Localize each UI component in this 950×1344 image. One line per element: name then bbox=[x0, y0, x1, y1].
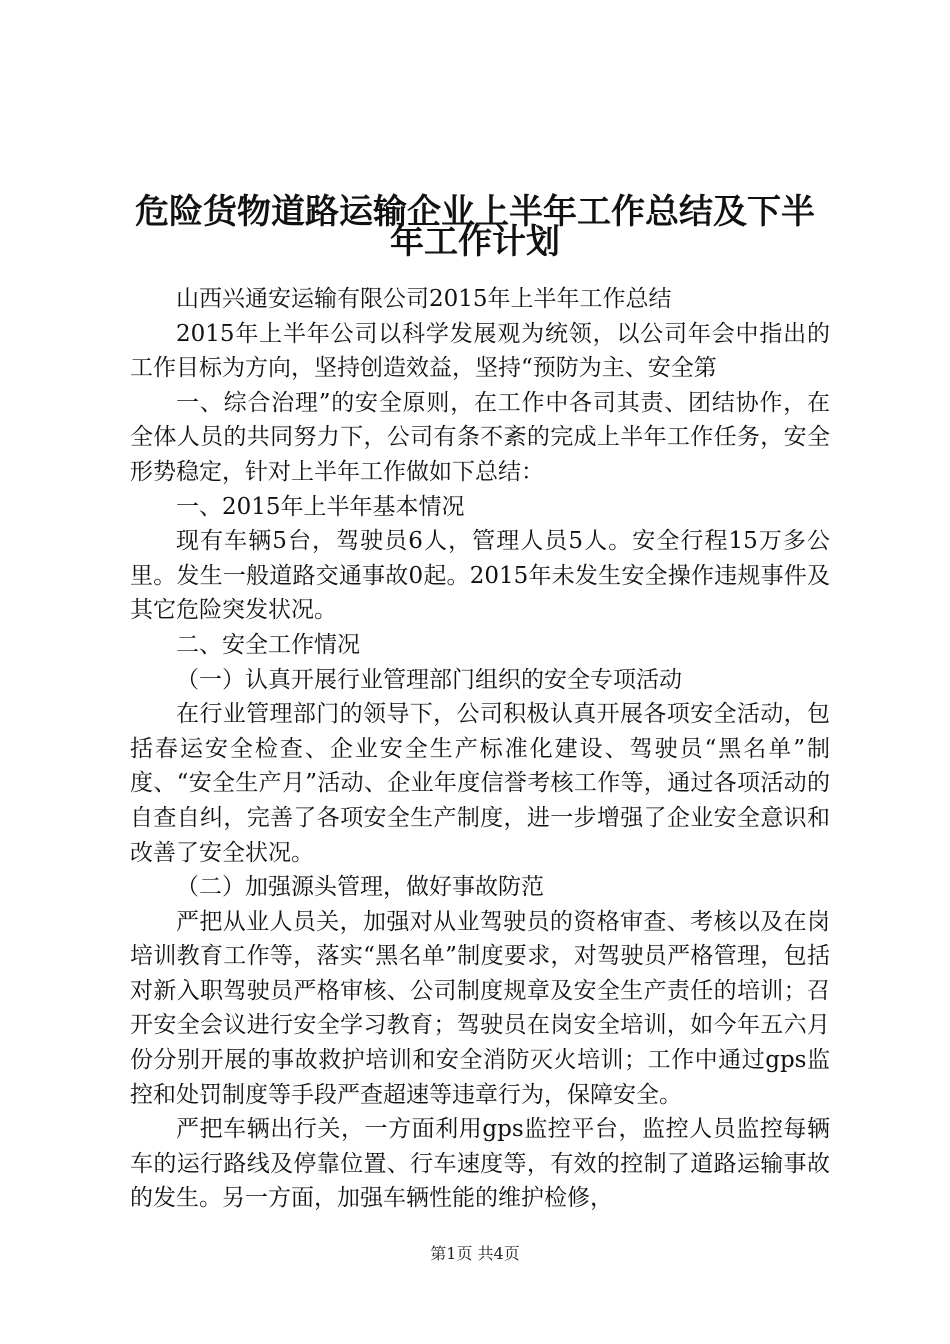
subsection-heading-special-activities: （一）认真开展行业管理部门组织的安全专项活动 bbox=[176, 666, 682, 693]
section-heading-safety-work: 二、安全工作情况 bbox=[176, 631, 360, 658]
paragraph-basic-situation: 现有车辆5台，驾驶员6人，管理人员5人。安全行程15万多公里。发生一般道路交通事故0起。2015年未发生安全操作违规事件及其它危险突发状况。 bbox=[130, 528, 830, 624]
page-number-footer: 第1页 共4页 bbox=[430, 1244, 520, 1263]
paragraph-special-activities: 在行业管理部门的领导下，公司积极认真开展各项安全活动，包括春运安全检查、企业安全生产标准化建设、驾驶员“黑名单”制度、“安全生产月”活动、企业年度信誉考核工作等，通过各项活动的自查自纠，完善了各项安全生产制度，进一步增强了企业安全意识和改善了安全状况。 bbox=[130, 701, 830, 866]
document-title-line-1: 危险货物道路运输企业上半年工作总结及下半 bbox=[135, 192, 815, 232]
paragraph-intro-continued: 一、综合治理”的安全原则，在工作中各司其责、团结协作，在全体人员的共同努力下，公司有条不紊的完成上半年工作任务，安全形势稳定，针对上半年工作做如下总结： bbox=[130, 389, 830, 485]
paragraph-personnel-control: 严把从业人员关，加强对从业驾驶员的资格审查、考核以及在岗培训教育工作等，落实“黑名单”制度要求，对驾驶员严格管理，包括对新入职驾驶员严格审核、公司制度规章及安全生产责任的培训；召开安全会议进行安全学习教育；驾驶员在岗安全培训，如今年五六月份分别开展的事故救护培训和安全消防灭火培训；工作中通过gps监控和处罚制度等手段严查超速等违章行为，保障安全。 bbox=[130, 908, 830, 1108]
paragraph-intro: 2015年上半年公司以科学发展观为统领，以公司年会中指出的工作目标为方向，坚持创造效益，坚持“预防为主、安全第 bbox=[130, 320, 830, 382]
paragraph-company-heading: 山西兴通安运输有限公司2015年上半年工作总结 bbox=[176, 286, 672, 312]
paragraph-vehicle-control: 严把车辆出行关，一方面利用gps监控平台，监控人员监控每辆车的运行路线及停靠位置、行车速度等，有效的控制了道路运输事故的发生。另一方面，加强车辆性能的维护检修， bbox=[130, 1116, 830, 1212]
section-heading-basic-situation: 一、2015年上半年基本情况 bbox=[176, 493, 465, 520]
subsection-heading-source-management: （二）加强源头管理，做好事故防范 bbox=[176, 874, 544, 901]
document-body bbox=[130, 282, 830, 1216]
document-title-line-2: 年工作计划 bbox=[390, 222, 560, 262]
